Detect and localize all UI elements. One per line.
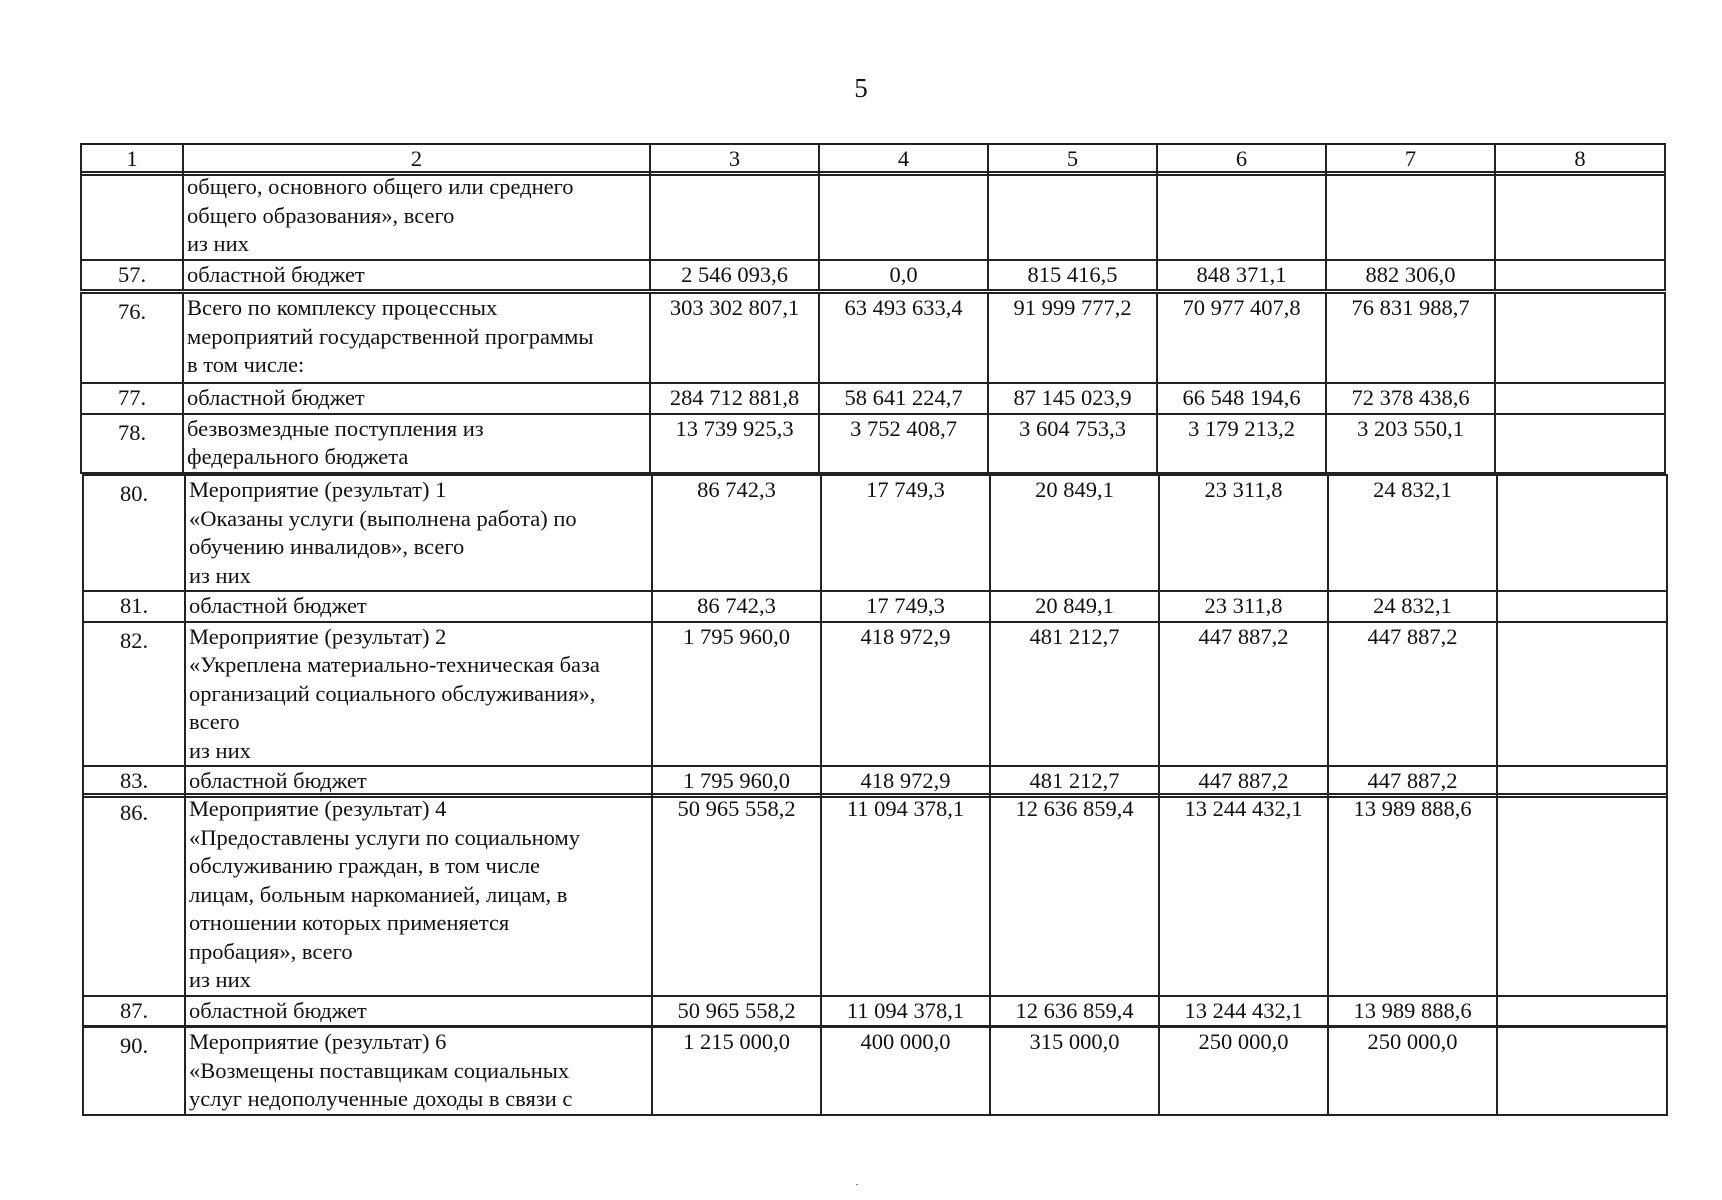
header-cell-7: 7 (1326, 144, 1495, 175)
value-col-6: 447 887,2 (1159, 622, 1328, 767)
table-row (83, 1027, 1667, 1115)
value-col-3: 1 215 000,0 (652, 1027, 821, 1115)
value-col-5: 20 849,1 (990, 475, 1159, 591)
value-col-3: 50 965 558,2 (652, 794, 821, 996)
table-block-3 (82, 474, 1668, 798)
value-col-6: 3 179 213,2 (1157, 414, 1326, 473)
row-number: 78. (81, 414, 183, 473)
row-description: областной бюджет (183, 260, 650, 291)
value-col-3: 86 742,3 (652, 475, 821, 591)
row-number: 76. (81, 293, 183, 383)
row-number: 86. (83, 794, 185, 996)
row-description: областной бюджет (185, 591, 652, 622)
value-col-4: 17 749,3 (821, 475, 990, 591)
header-cell-5: 5 (988, 144, 1157, 175)
row-description: областной бюджет (183, 383, 650, 414)
value-col-6: 848 371,1 (1157, 260, 1326, 291)
row-description: общего, основного общего или среднего общего образования», всего из них (183, 172, 650, 260)
value-col-7: 447 887,2 (1328, 766, 1497, 797)
header-cell-3: 3 (650, 144, 819, 175)
table-block-4 (82, 793, 1668, 1027)
table-row (83, 794, 1667, 996)
row-description: Мероприятие (результат) 2 «Укреплена материально-техническая база организаций социального обслуживания», всего из них (185, 622, 652, 767)
value-col-3: 2 546 093,6 (650, 260, 819, 291)
value-col-3: 1 795 960,0 (652, 622, 821, 767)
header-cell-6: 6 (1157, 144, 1326, 175)
value-col-7 (1326, 172, 1495, 260)
value-col-8 (1497, 475, 1667, 591)
header-row (81, 144, 1665, 175)
table-row (83, 766, 1667, 797)
value-col-5: 815 416,5 (988, 260, 1157, 291)
value-col-6: 13 244 432,1 (1159, 996, 1328, 1027)
header-cell-1: 1 (81, 144, 183, 175)
value-col-5: 481 212,7 (990, 622, 1159, 767)
row-description: Мероприятие (результат) 4 «Предоставлены услуги по социальному обслуживанию граждан, в том числе лицам, больным наркоманией, лицам, в отношении которых применяется пробация», всего из них (185, 794, 652, 996)
value-col-7: 3 203 550,1 (1326, 414, 1495, 473)
value-col-6: 66 548 194,6 (1157, 383, 1326, 414)
value-col-4 (819, 172, 988, 260)
value-col-8 (1497, 622, 1667, 767)
page-number: 5 (854, 73, 868, 103)
table-row (81, 414, 1665, 473)
value-col-8 (1497, 766, 1667, 797)
value-col-4: 11 094 378,1 (821, 794, 990, 996)
table-row (83, 996, 1667, 1027)
value-col-6: 250 000,0 (1159, 1027, 1328, 1115)
value-col-7: 882 306,0 (1326, 260, 1495, 291)
row-description: Всего по комплексу процессных мероприятий государственной программы в том числе: (183, 293, 650, 383)
row-description: областной бюджет (185, 996, 652, 1027)
table-row (81, 293, 1665, 383)
value-col-7: 76 831 988,7 (1326, 293, 1495, 383)
table-row (83, 475, 1667, 591)
header-cell-8: 8 (1495, 144, 1665, 175)
value-col-5: 315 000,0 (990, 1027, 1159, 1115)
value-col-7: 24 832,1 (1328, 591, 1497, 622)
row-number (81, 172, 183, 260)
header-cell-2: 2 (183, 144, 650, 175)
value-col-5: 87 145 023,9 (988, 383, 1157, 414)
value-col-6: 23 311,8 (1159, 591, 1328, 622)
value-col-8 (1497, 996, 1667, 1027)
table-block-1 (80, 171, 1666, 291)
value-col-5 (988, 172, 1157, 260)
value-col-4: 400 000,0 (821, 1027, 990, 1115)
value-col-3: 284 712 881,8 (650, 383, 819, 414)
row-number: 90. (83, 1027, 185, 1115)
scan-dot (856, 1184, 858, 1185)
table-row (81, 172, 1665, 260)
value-col-6: 70 977 407,8 (1157, 293, 1326, 383)
value-col-8 (1495, 383, 1665, 414)
value-col-4: 418 972,9 (821, 766, 990, 797)
value-col-3: 50 965 558,2 (652, 996, 821, 1027)
value-col-5: 12 636 859,4 (990, 794, 1159, 996)
row-description: Мероприятие (результат) 1 «Оказаны услуги (выполнена работа) по обучению инвалидов», всего из них (185, 475, 652, 591)
value-col-3: 303 302 807,1 (650, 293, 819, 383)
row-number: 87. (83, 996, 185, 1027)
value-col-4: 63 493 633,4 (819, 293, 988, 383)
row-description: безвозмездные поступления из федерального бюджета (183, 414, 650, 473)
row-number: 80. (83, 475, 185, 591)
value-col-4: 58 641 224,7 (819, 383, 988, 414)
value-col-4: 17 749,3 (821, 591, 990, 622)
row-number: 82. (83, 622, 185, 767)
value-col-8 (1495, 414, 1665, 473)
value-col-6: 13 244 432,1 (1159, 794, 1328, 996)
table-block-5 (82, 1026, 1668, 1116)
value-col-5: 91 999 777,2 (988, 293, 1157, 383)
value-col-7: 24 832,1 (1328, 475, 1497, 591)
value-col-5: 481 212,7 (990, 766, 1159, 797)
value-col-8 (1495, 172, 1665, 260)
value-col-8 (1497, 1027, 1667, 1115)
value-col-5: 12 636 859,4 (990, 996, 1159, 1027)
value-col-3: 1 795 960,0 (652, 766, 821, 797)
value-col-8 (1495, 260, 1665, 291)
value-col-8 (1497, 591, 1667, 622)
table-row (83, 591, 1667, 622)
row-number: 57. (81, 260, 183, 291)
value-col-8 (1497, 794, 1667, 996)
value-col-7: 13 989 888,6 (1328, 794, 1497, 996)
value-col-7: 13 989 888,6 (1328, 996, 1497, 1027)
value-col-4: 0,0 (819, 260, 988, 291)
value-col-6 (1157, 172, 1326, 260)
row-number: 81. (83, 591, 185, 622)
value-col-4: 3 752 408,7 (819, 414, 988, 473)
value-col-5: 3 604 753,3 (988, 414, 1157, 473)
value-col-4: 418 972,9 (821, 622, 990, 767)
value-col-4: 11 094 378,1 (821, 996, 990, 1027)
value-col-7: 72 378 438,6 (1326, 383, 1495, 414)
header-cell-4: 4 (819, 144, 988, 175)
value-col-3: 13 739 925,3 (650, 414, 819, 473)
value-col-3: 86 742,3 (652, 591, 821, 622)
row-description: Мероприятие (результат) 6 «Возмещены поставщикам социальных услуг недополученные доходы в связи с (185, 1027, 652, 1115)
value-col-3 (650, 172, 819, 260)
value-col-7: 250 000,0 (1328, 1027, 1497, 1115)
value-col-6: 23 311,8 (1159, 475, 1328, 591)
row-description: областной бюджет (185, 766, 652, 797)
row-number: 83. (83, 766, 185, 797)
table-row (81, 260, 1665, 291)
value-col-6: 447 887,2 (1159, 766, 1328, 797)
value-col-5: 20 849,1 (990, 591, 1159, 622)
table-row (81, 383, 1665, 414)
value-col-8 (1495, 293, 1665, 383)
table-block-2 (80, 292, 1666, 474)
table-row (83, 622, 1667, 767)
value-col-7: 447 887,2 (1328, 622, 1497, 767)
row-number: 77. (81, 383, 183, 414)
